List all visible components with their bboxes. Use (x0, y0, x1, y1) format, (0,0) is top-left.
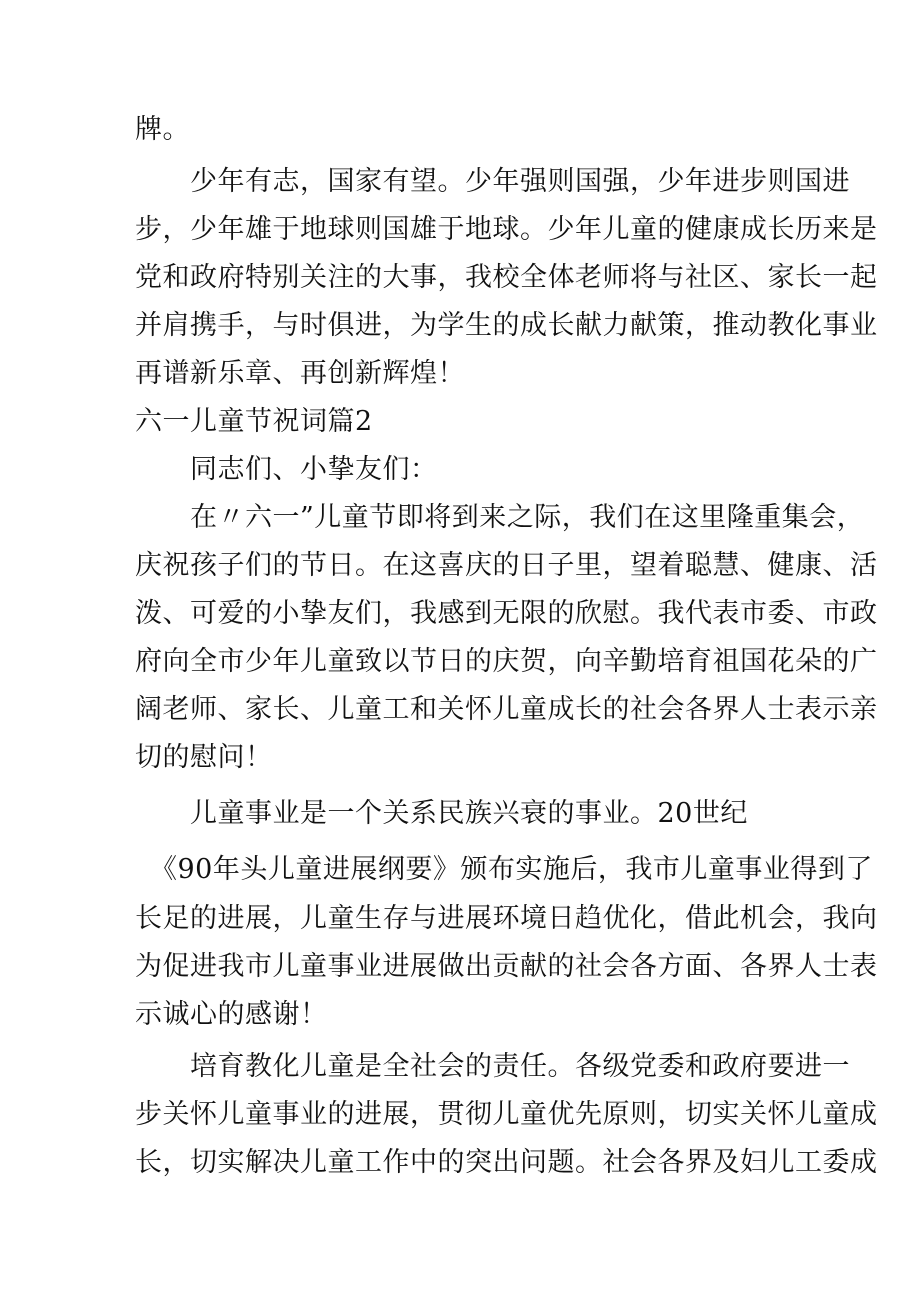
paragraph-line: 示诚心的感谢！ (135, 999, 328, 1030)
paragraph-line: 长足的进展，儿童生存与进展环境日趋优化，借此机会，我向 (135, 903, 878, 934)
paragraph-line: 阔老师、家长、儿童工和关怀儿童成长的社会各界人士表示亲 (135, 694, 878, 725)
paragraph-line: 步关怀儿童事业的进展，贯彻儿童优先原则，切实关怀儿童成 (135, 1099, 878, 1130)
paragraph-line: 《90年头儿童进展纲要》颁布实施后，我市儿童事业得到了 (150, 854, 873, 885)
paragraph-line: 少年有志，国家有望。少年强则国强，少年进步则国进 (190, 166, 850, 197)
paragraph-line: 步，少年雄于地球则国雄于地球。少年儿童的健康成长历来是 (135, 214, 878, 245)
paragraph-line: 长，切实解决儿童工作中的突出问题。社会各界及妇儿工委成 (135, 1147, 878, 1178)
paragraph-line: 并肩携手，与时俱进，为学生的成长献力献策，推动教化事业 (135, 310, 878, 341)
paragraph-line: 为促进我市儿童事业进展做出贡献的社会各方面、各界人士表 (135, 951, 878, 982)
paragraph-line: 切的慰问！ (135, 742, 273, 773)
paragraph-line: 儿童事业是一个关系民族兴衰的事业。20世纪 (190, 798, 748, 829)
paragraph-line: 培育教化儿童是全社会的责任。各级党委和政府要进一 (190, 1051, 850, 1082)
paragraph-line: 庆祝孩子们的节日。在这喜庆的日子里，望着聪慧、健康、活 (135, 550, 878, 581)
paragraph-line: 在〃六一”儿童节即将到来之际，我们在这里隆重集会， (190, 502, 865, 533)
paragraph-line: 泼、可爱的小挚友们，我感到无限的欣慰。我代表市委、市政 (135, 598, 878, 629)
section-heading: 六一儿童节祝词篇2 (135, 406, 373, 437)
paragraph-line: 府向全市少年儿童致以节日的庆贺，向辛勤培育祖国花朵的广 (135, 646, 878, 677)
paragraph-line: 牌。 (135, 114, 190, 145)
paragraph-line: 再谱新乐章、再创新辉煌！ (135, 358, 465, 389)
paragraph-line: 党和政府特别关注的大事，我校全体老师将与社区、家长一起 (135, 262, 878, 293)
salutation: 同志们、小挚友们： (190, 454, 438, 485)
